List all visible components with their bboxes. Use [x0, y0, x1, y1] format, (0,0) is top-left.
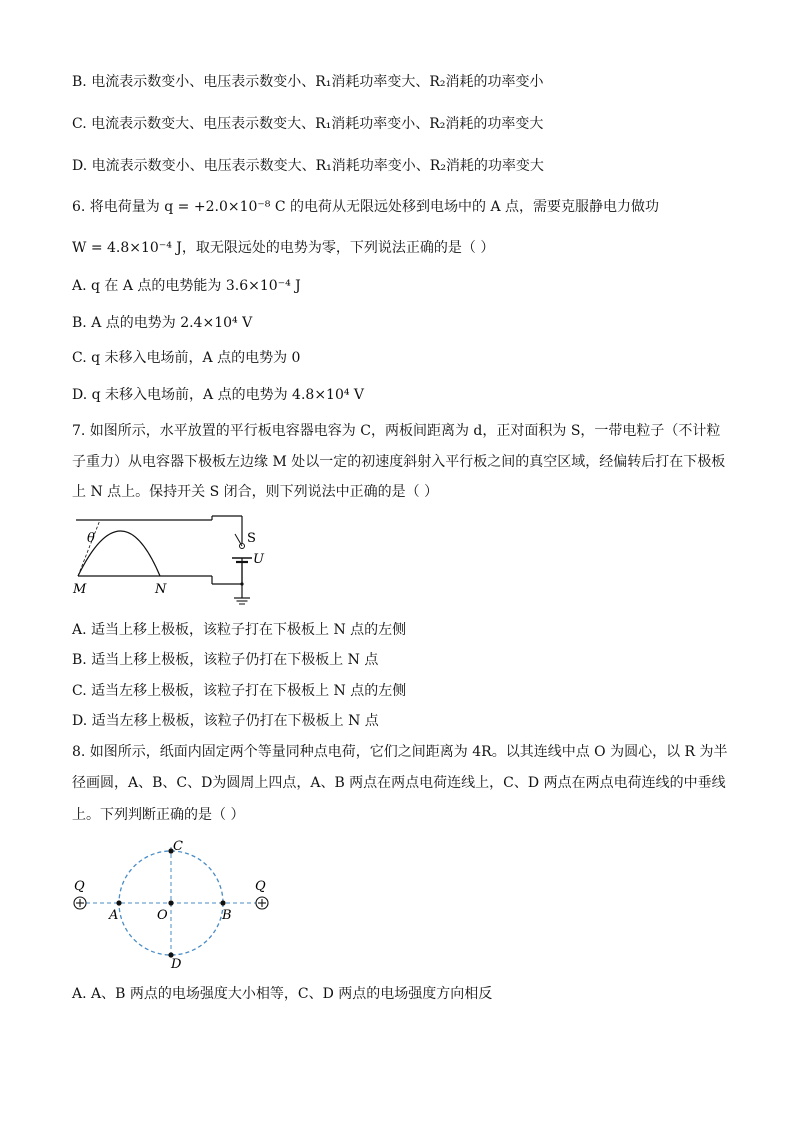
charges-figure [66, 832, 276, 976]
q6-stem-line2: W = 4.8×10⁻⁴ J，取无限远处的电势为零，下列说法正确的是（ ） [72, 240, 495, 256]
point-a [116, 900, 121, 905]
point-b-label: B [222, 908, 232, 923]
q8-stem-line2: 径画圆，A、B、C、D为圆周上四点，A、B 两点在两点电荷连线上，C、D 两点在两点电荷连线的中垂线 [72, 775, 726, 791]
q7-option-a: A. 适当上移上极板，该粒子打在下极板上 N 点的左侧 [72, 622, 407, 638]
q7-option-c: C. 适当左移上极板，该粒子打在下极板上 N 点的左侧 [72, 683, 407, 699]
q5-option-d: D. 电流表示数变小、电压表示数变大、R₁消耗功率变小、R₂消耗的功率变大 [72, 158, 544, 174]
point-o [168, 900, 173, 905]
charges-diagram [66, 832, 276, 972]
point-a-label: A [109, 908, 119, 923]
point-c-label: C [173, 839, 183, 854]
q7-stem-line3: 上 N 点上。保持开关 S 闭合，则下列说法中正确的是（ ） [72, 484, 439, 500]
q5-option-b: B. 电流表示数变小、电压表示数变小、R₁消耗功率变大、R₂消耗的功率变小 [72, 74, 544, 90]
point-m-label: M [73, 582, 87, 597]
q7-stem-line2: 子重力）从电容器下极板左边缘 M 处以一定的初速度斜射入平行板之间的真空区域，经偏转后打在下极板 [72, 454, 726, 470]
q7-stem-line1: 7. 如图所示，水平放置的平行板电容器电容为 C，两板间距离为 d，正对面积为 S，一带电粒子（不计粒 [72, 423, 721, 439]
theta-label: θ [87, 531, 95, 546]
q6-option-c: C. q 未移入电场前，A 点的电势为 0 [72, 350, 301, 366]
q8-option-a: A. A、B 两点的电场强度大小相等，C、D 两点的电场强度方向相反 [72, 986, 493, 1002]
q6-option-d: D. q 未移入电场前，A 点的电势为 4.8×10⁴ V [72, 387, 365, 403]
point-b [220, 900, 225, 905]
q7-option-b: B. 适当上移上极板，该粒子仍打在下极板上 N 点 [72, 652, 379, 668]
capacitor-figure [70, 508, 270, 612]
q6-option-b: B. A 点的电势为 2.4×10⁴ V [72, 315, 253, 331]
capacitor-diagram [70, 508, 270, 608]
left-charge-label: Q [74, 879, 85, 894]
q8-stem-line3: 上。下列判断正确的是（ ） [72, 807, 245, 823]
point-d-label: D [171, 957, 182, 972]
point-n-label: N [155, 582, 167, 597]
q5-option-c: C. 电流表示数变大、电压表示数变大、R₁消耗功率变小、R₂消耗的功率变大 [72, 116, 544, 132]
q8-stem-line1: 8. 如图所示，纸面内固定两个等量同种点电荷，它们之间距离为 4R。以其连线中点 O 为圆心，以 R 为半 [72, 744, 728, 760]
voltage-u-label: U [253, 552, 264, 567]
initial-velocity-direction [78, 520, 100, 576]
q7-option-d: D. 适当左移上极板，该粒子仍打在下极板上 N 点 [72, 713, 379, 729]
right-charge-label: Q [255, 879, 266, 894]
point-o-label: O [157, 908, 168, 923]
switch-s-label: S [247, 531, 256, 546]
q6-option-a: A. q 在 A 点的电势能为 3.6×10⁻⁴ J [72, 278, 301, 294]
q6-stem-line1: 6. 将电荷量为 q = +2.0×10⁻⁸ C 的电荷从无限远处移到电场中的 A 点，需要克服静电力做功 [72, 199, 660, 215]
